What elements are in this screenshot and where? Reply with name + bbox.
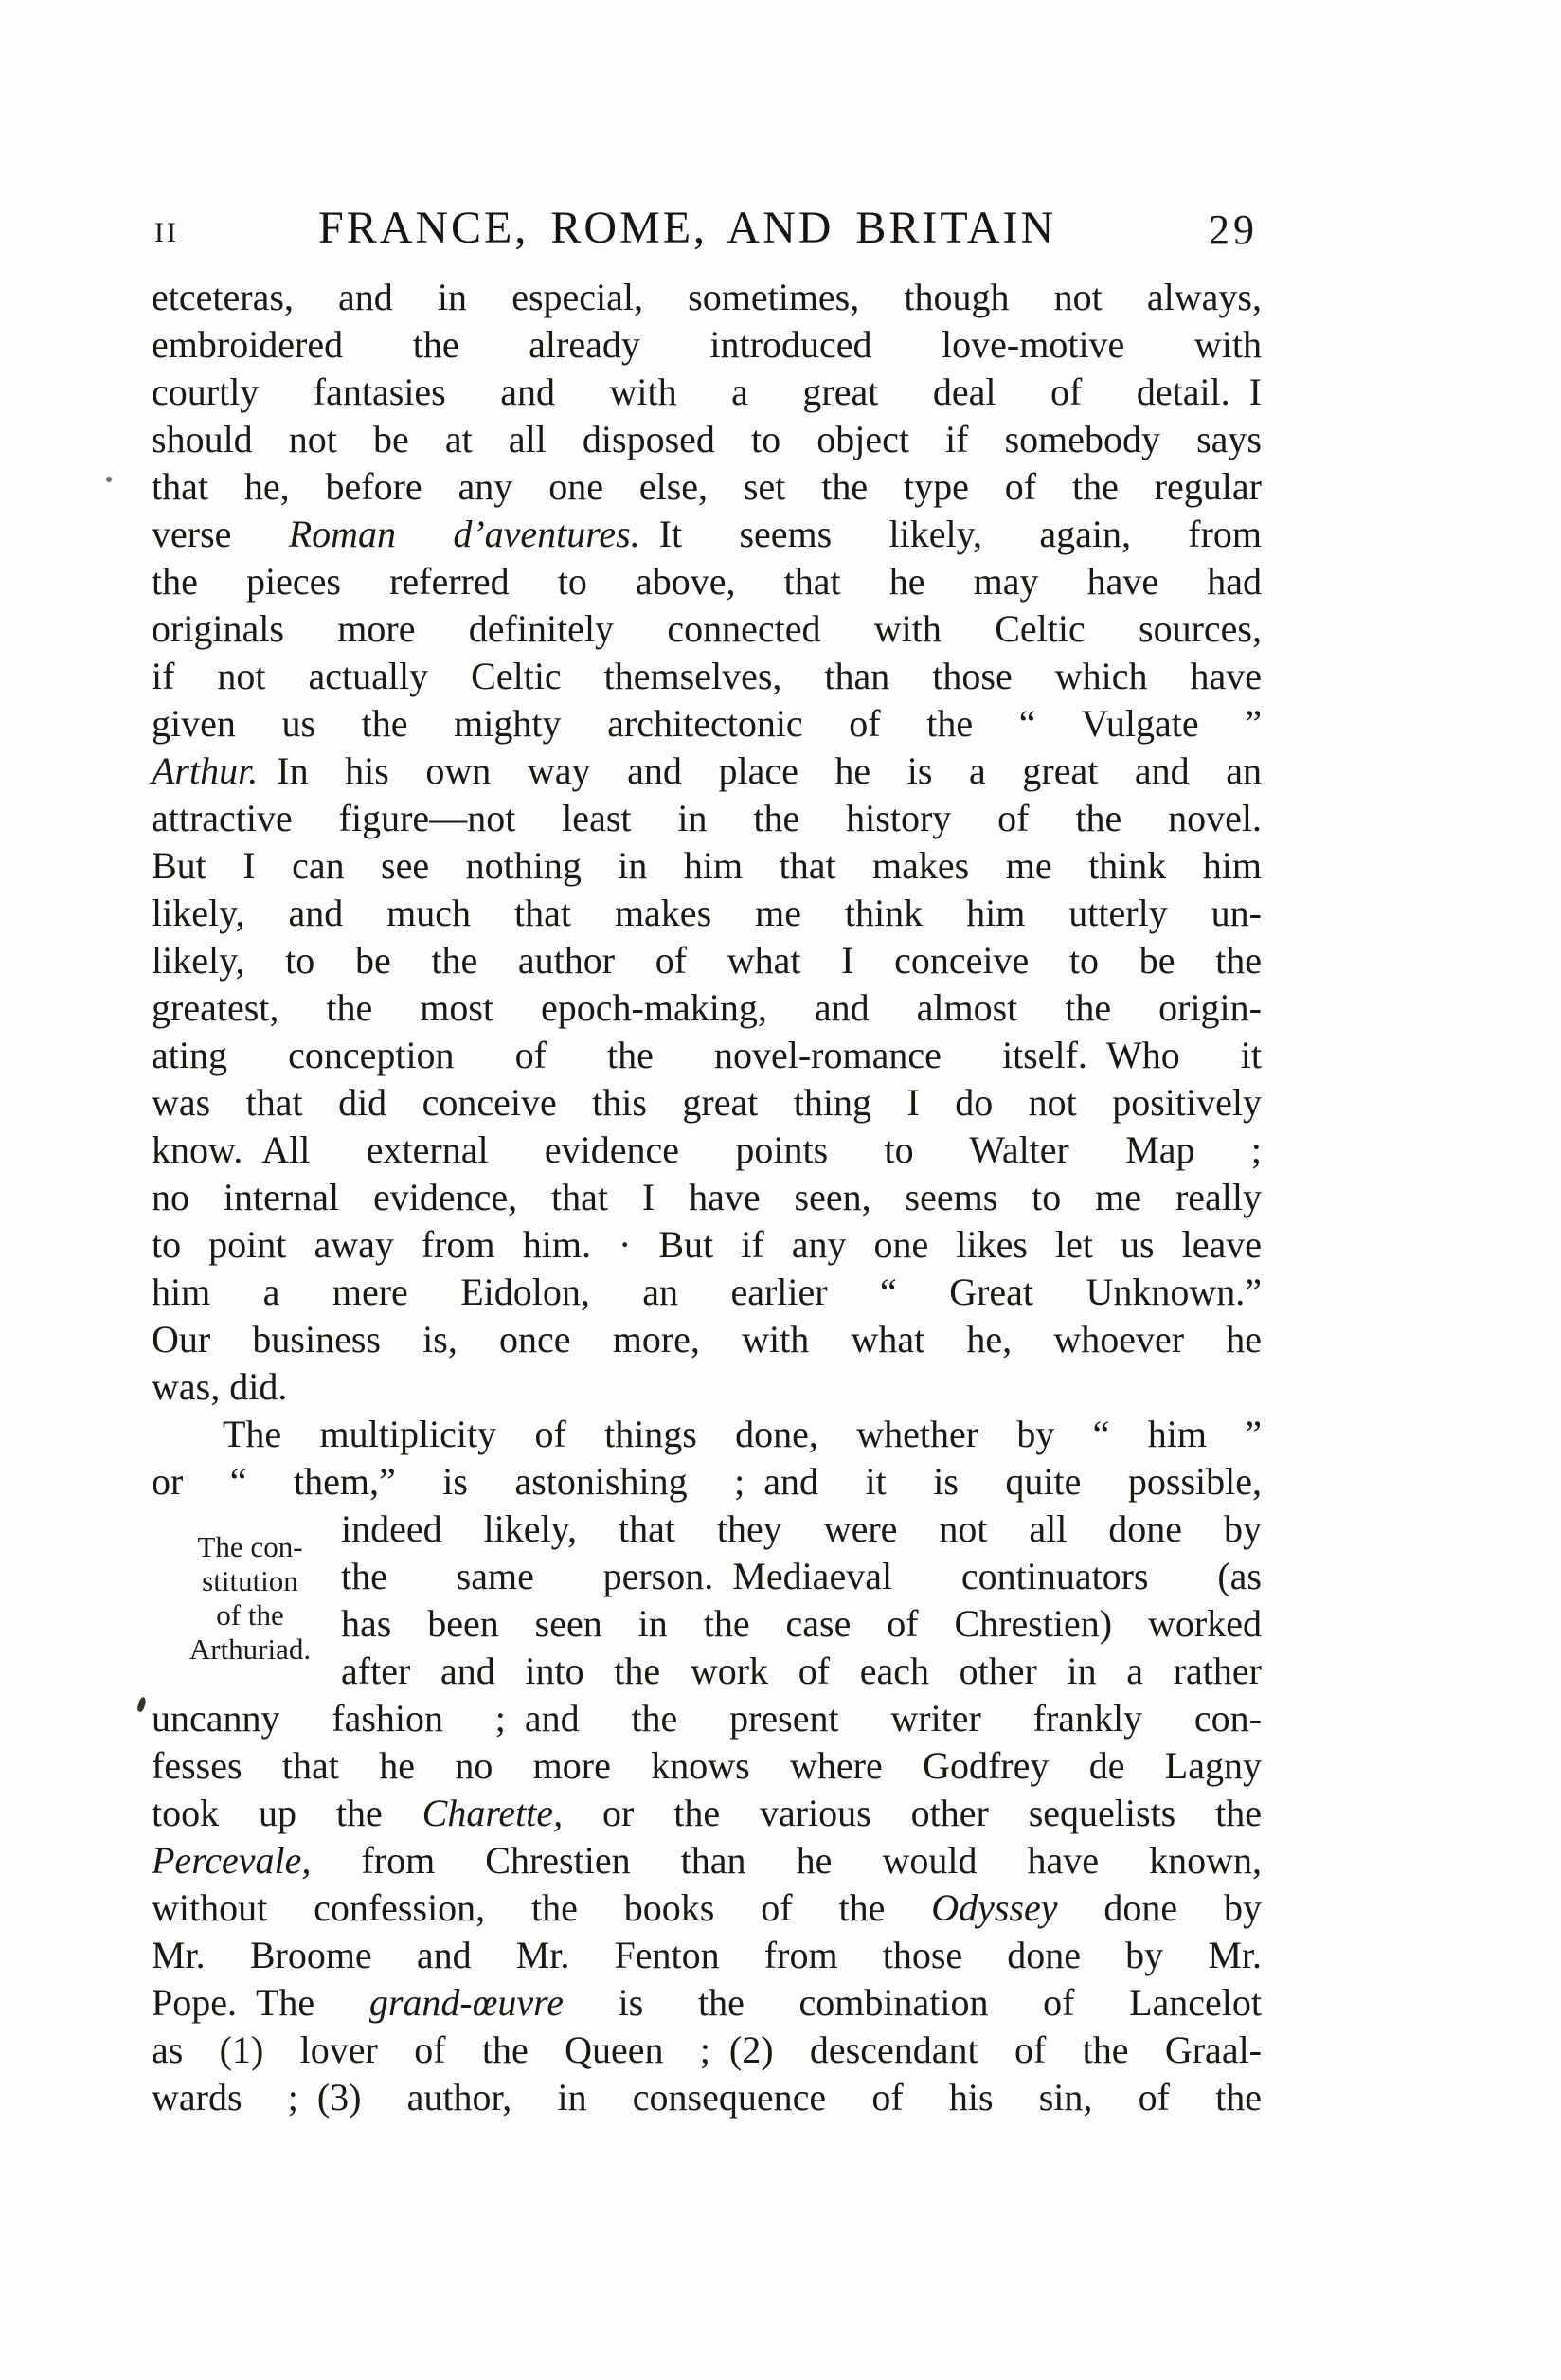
text-segment: to point away from him. · But if any one likes let us leave bbox=[152, 1223, 1262, 1266]
text-segment: is the combination of Lancelot bbox=[564, 1981, 1263, 2024]
chapter-numeral: II bbox=[154, 217, 179, 248]
text-segment: The multiplicity of things done, whether by “ him ” bbox=[223, 1413, 1262, 1455]
text-line bbox=[152, 2027, 1262, 2074]
page-number: 29 bbox=[1209, 207, 1258, 253]
body-text bbox=[152, 274, 1262, 2121]
text-segment: if not actually Celtic themselves, than those which have bbox=[152, 655, 1262, 697]
sidenote-line: The con- bbox=[197, 1530, 303, 1563]
text-segment: likely, and much that makes me think him utterly un- bbox=[152, 892, 1262, 934]
text-segment: Mr. Broome and Mr. Fenton from those done by Mr. bbox=[152, 1934, 1262, 1976]
scan-speck bbox=[106, 477, 112, 482]
text-segment: indeed likely, that they were not all done by bbox=[341, 1507, 1262, 1550]
italic-phrase: Odyssey bbox=[931, 1886, 1058, 1929]
text-segment: should not be at all disposed to object if somebody says bbox=[152, 418, 1262, 460]
text-line bbox=[341, 1600, 1262, 1648]
text-line bbox=[341, 1506, 1262, 1553]
text-line bbox=[152, 274, 1262, 321]
text-line bbox=[152, 1932, 1262, 1979]
text-segment: In his own way and place he is a great and an bbox=[258, 749, 1262, 792]
text-line bbox=[152, 795, 1262, 842]
text-line bbox=[152, 1127, 1262, 1174]
text-line bbox=[152, 1742, 1262, 1790]
text-line bbox=[152, 1790, 1262, 1837]
italic-phrase: grand-œuvre bbox=[368, 1981, 564, 2024]
text-line bbox=[152, 321, 1262, 369]
margin-sidenote bbox=[169, 1530, 332, 1667]
text-segment: greatest, the most epoch-making, and almost the origin- bbox=[152, 986, 1262, 1029]
text-line bbox=[152, 558, 1262, 605]
text-line bbox=[152, 1269, 1262, 1316]
text-line bbox=[152, 1458, 1262, 1506]
text-segment: the pieces referred to above, that he may have had bbox=[152, 560, 1262, 603]
text-segment: as (1) lover of the Queen ; (2) descendant of the Graal- bbox=[152, 2028, 1262, 2071]
text-segment: without confession, the books of the bbox=[152, 1886, 932, 1929]
text-line bbox=[152, 748, 1262, 795]
text-line bbox=[152, 416, 1262, 463]
text-line bbox=[152, 1032, 1262, 1079]
text-line bbox=[152, 1316, 1262, 1363]
text-line bbox=[152, 984, 1262, 1032]
text-segment: likely, to be the author of what I conceive to be the bbox=[152, 939, 1262, 982]
text-line bbox=[152, 1079, 1262, 1127]
text-line bbox=[152, 1837, 1262, 1884]
text-segment: courtly fantasies and with a great deal of detail. I bbox=[152, 370, 1262, 413]
text-segment: him a mere Eidolon, an earlier “ Great Unknown.” bbox=[152, 1271, 1262, 1313]
text-line bbox=[152, 842, 1262, 890]
text-segment: from Chrestien than he would have known, bbox=[311, 1839, 1262, 1882]
text-segment: It seems likely, again, from bbox=[639, 513, 1263, 555]
text-segment: or “ them,” is astonishing ; and it is quite possible, bbox=[152, 1460, 1262, 1503]
text-segment: But I can see nothing in him that makes me think him bbox=[152, 844, 1262, 887]
text-line bbox=[152, 653, 1262, 700]
running-title: FRANCE, ROME, AND BRITAIN bbox=[318, 203, 1057, 253]
text-segment: or the various other sequelists the bbox=[563, 1792, 1262, 1834]
sidenote-line: of the bbox=[216, 1598, 284, 1632]
text-segment: know. All external evidence points to Walter Map ; bbox=[152, 1128, 1262, 1171]
text-segment: no internal evidence, that I have seen, seems to me really bbox=[152, 1176, 1262, 1218]
text-segment: Our business is, once more, with what he, whoever he bbox=[152, 1318, 1262, 1361]
text-segment: fesses that he no more knows where Godfrey de Lagny bbox=[152, 1744, 1262, 1787]
italic-phrase: Percevale, bbox=[152, 1839, 312, 1882]
text-line bbox=[152, 890, 1262, 937]
text-line bbox=[152, 1411, 1262, 1458]
text-line bbox=[152, 1363, 1262, 1411]
text-segment: the same person. Mediaeval continuators (as bbox=[341, 1555, 1262, 1597]
text-segment: given us the mighty architectonic of the “ Vulgate ” bbox=[152, 702, 1262, 745]
text-line bbox=[152, 1884, 1262, 1932]
text-segment: has been seen in the case of Chrestien) worked bbox=[341, 1602, 1262, 1645]
text-segment: originals more definitely connected with Celtic sources, bbox=[152, 607, 1262, 650]
text-segment: that he, before any one else, set the type of the regular bbox=[152, 465, 1262, 508]
text-line bbox=[152, 463, 1262, 511]
text-line bbox=[152, 700, 1262, 748]
italic-phrase: Charette, bbox=[422, 1792, 564, 1834]
sidenote-line: stitution bbox=[202, 1564, 298, 1597]
text-line bbox=[152, 2074, 1262, 2121]
text-segment: took up the bbox=[152, 1792, 422, 1834]
text-line bbox=[152, 369, 1262, 416]
text-segment: wards ; (3) author, in consequence of his sin, of the bbox=[152, 2076, 1262, 2119]
italic-phrase: Arthur. bbox=[152, 749, 259, 792]
text-segment: ating conception of the novel-romance itself. Who it bbox=[152, 1034, 1262, 1076]
text-segment: was that did conceive this great thing I do not positively bbox=[152, 1081, 1262, 1124]
scan-speck bbox=[136, 1696, 147, 1712]
text-segment: after and into the work of each other in a rather bbox=[341, 1650, 1262, 1692]
text-segment: attractive figure—not least in the history of the novel. bbox=[152, 797, 1262, 839]
text-segment: was, did. bbox=[152, 1365, 288, 1408]
text-line bbox=[341, 1648, 1262, 1695]
text-segment: embroidered the already introduced love-motive with bbox=[152, 323, 1262, 366]
text-segment: uncanny fashion ; and the present writer frankly con- bbox=[152, 1697, 1262, 1740]
text-line bbox=[152, 1221, 1262, 1269]
text-segment: Pope. The bbox=[152, 1981, 369, 2024]
text-line bbox=[152, 1979, 1262, 2027]
sidenote-line: Arthuriad. bbox=[188, 1632, 312, 1666]
text-segment: done by bbox=[1057, 1886, 1262, 1929]
text-line bbox=[152, 605, 1262, 653]
text-line bbox=[152, 937, 1262, 984]
text-line bbox=[341, 1553, 1262, 1600]
text-line bbox=[152, 1695, 1262, 1742]
italic-phrase: Roman d’aventures. bbox=[288, 513, 640, 555]
text-segment: verse bbox=[152, 513, 289, 555]
text-segment: etceteras, and in especial, sometimes, though not always, bbox=[152, 276, 1262, 318]
text-line bbox=[152, 511, 1262, 558]
text-line bbox=[152, 1174, 1262, 1221]
